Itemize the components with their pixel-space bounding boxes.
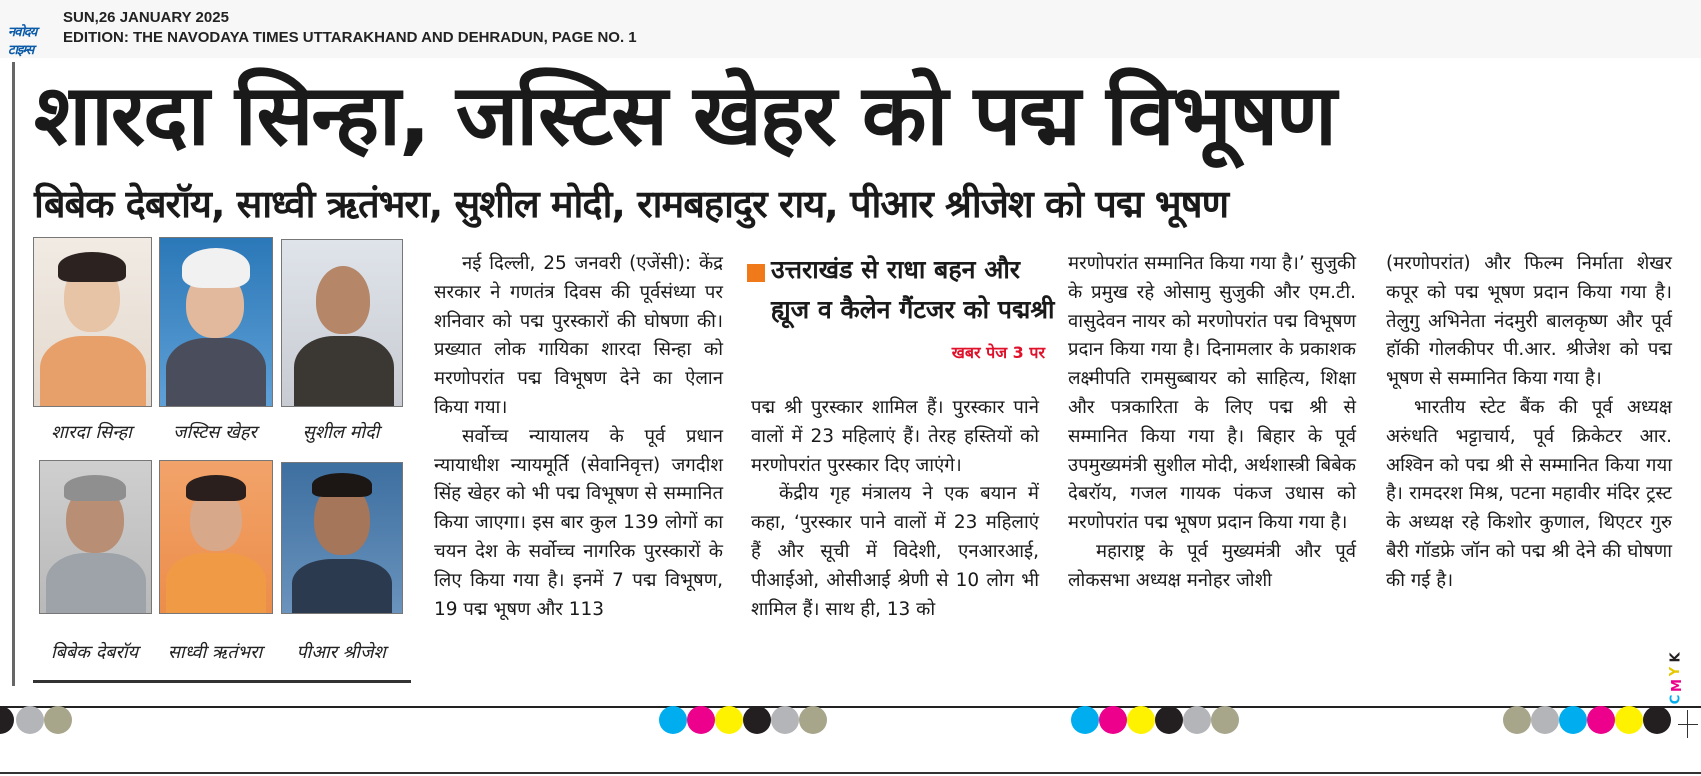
paragraph: नई दिल्ली, 25 जनवरी (एजेंसी): केंद्र सरकार ने गणतंत्र दिवस की पूर्वसंध्या पर शनिवार को पद्म पुरस्कारों की घोषणा की। प्रख्यात लोक गायिका शारदा सिन्हा को मरणोपरांत पद्म विभूषण देने का ऐलान किया गया। — [434, 253, 723, 418]
page-bottom-rule — [0, 706, 1701, 708]
registration-dot — [771, 706, 799, 734]
cmyk-y: Y — [1668, 666, 1684, 677]
cmyk-label — [1668, 650, 1691, 710]
paragraph: पद्म श्री पुरस्कार शामिल हैं। पुरस्कार पाने वालों में 23 महिलाएं हैं। तेरह हस्तियों को मरणोपरांत पुरस्कार दिए जाएंगे। — [751, 397, 1039, 476]
registration-dot — [659, 706, 687, 734]
edition-date: SUN,26 JANUARY 2025 — [63, 9, 229, 26]
related-story-title-line2: ह्यूज व कैलेन गैंटजर को पद्मश्री — [771, 295, 1055, 324]
photo-sharda-sinha — [33, 237, 152, 407]
registration-dot — [1559, 706, 1587, 734]
edition-info: EDITION: THE NAVODAYA TIMES UTTARAKHAND AND DEHRADUN, PAGE NO. 1 — [63, 29, 637, 46]
registration-dot — [715, 706, 743, 734]
registration-dot — [1531, 706, 1559, 734]
cmyk-c: C — [1668, 694, 1684, 705]
photo-sushil-modi — [281, 239, 403, 407]
article-column-4 — [1386, 250, 1672, 596]
registration-dot — [1183, 706, 1211, 734]
crop-mark-icon — [1678, 710, 1698, 738]
registration-dot — [687, 706, 715, 734]
paragraph: भारतीय स्टेट बैंक की पूर्व अध्यक्ष अरुंधति भट्टाचार्य, पूर्व क्रिकेटर आर. अश्विन को पद्म श्री से सम्मानित किया गया है। रामदरश मिश्र, पटना महावीर मंदिर ट्रस्ट के अध्यक्ष रहे किशोर कुणाल, थिएटर गुरु बैरी गॉडफ्रे जॉन को पद्म श्री देने की घोषणा की गई है। — [1386, 396, 1672, 591]
caption-pr-sreejesh: पीआर श्रीजेश — [296, 642, 386, 663]
logo-text: नवोदय टाइम्स — [8, 25, 37, 58]
registration-dot — [1155, 706, 1183, 734]
registration-dot — [1211, 706, 1239, 734]
paragraph: (मरणोपरांत) और फिल्म निर्माता शेखर कपूर को पद्म भूषण प्रदान किया गया है। तेलुगु अभिनेता नंदमुरी बालकृष्ण और पूर्व हॉकी गोलकीपर पी.आर. श्रीजेश को पद्म भूषण से सम्मानित किया गया है। — [1386, 253, 1672, 390]
registration-dot — [743, 706, 771, 734]
page-edge-rule — [0, 772, 1701, 774]
newspaper-logo[interactable] — [8, 22, 52, 58]
related-story-page-ref[interactable]: खबर पेज 3 पर — [951, 343, 1045, 362]
registration-dot — [0, 706, 14, 734]
subheadline: बिबेक देबरॉय, साध्वी ऋतंभरा, सुशील मोदी, रामबहादुर राय, पीआर श्रीजेश को पद्म भूषण — [34, 182, 1229, 226]
caption-bibek-debroy: बिबेक देबरॉय — [50, 642, 139, 663]
article-column-1 — [434, 250, 723, 624]
registration-dot — [1503, 706, 1531, 734]
registration-dot — [1615, 706, 1643, 734]
caption-sushil-modi: सुशील मोदी — [302, 422, 380, 443]
cmyk-k: K — [1668, 652, 1684, 663]
registration-dot — [1099, 706, 1127, 734]
article-column-3 — [1068, 250, 1356, 596]
photo-block-rule — [33, 680, 411, 683]
cmyk-m: M — [1669, 679, 1685, 692]
photo-bibek-debroy — [39, 460, 152, 614]
headline: शारदा सिन्हा, जस्टिस खेहर को पद्म विभूषण — [34, 66, 1335, 164]
paragraph: सर्वोच्च न्यायालय के पूर्व प्रधान न्यायाधीश न्यायमूर्ति (सेवानिवृत्त) जगदीश सिंह खेहर को भी पद्म विभूषण से सम्मानित किया जाएगा। इस बार कुल 139 लोगों का चयन देश के सर्वोच्च नागरिक पुरस्कारों के लिए किया गया है। इनमें 7 पद्म विभूषण, 19 पद्म भूषण और 113 — [434, 425, 723, 620]
registration-dot — [16, 706, 44, 734]
square-bullet-icon — [747, 264, 765, 282]
photo-justice-khehar — [159, 237, 273, 407]
registration-dot — [799, 706, 827, 734]
registration-dot — [1127, 706, 1155, 734]
registration-dot — [1587, 706, 1615, 734]
caption-sadhvi-ritambhara: साध्वी ऋतंभरा — [167, 642, 263, 663]
photo-sadhvi-ritambhara — [159, 460, 273, 614]
caption-justice-khehar: जस्टिस खेहर — [173, 422, 257, 443]
registration-dot — [1071, 706, 1099, 734]
caption-sharda-sinha: शारदा सिन्हा — [51, 422, 132, 443]
related-story-title-line1: उत्तराखंड से राधा बहन और — [771, 255, 1020, 284]
column-rule — [12, 62, 15, 686]
edition-header — [0, 0, 1701, 58]
paragraph: मरणोपरांत सम्मानित किया गया है।’ सुजुकी के प्रमुख रहे ओसामु सुजुकी और एम.टी. वासुदेवन नायर को मरणोपरांत पद्म विभूषण प्रदान किया गया है। दिनामलार के प्रकाशक लक्ष्मीपति रामसुब्बायर को साहित्य, शिक्षा और पत्रकारिता के लिए पद्म श्री से सम्मानित किया गया है। बिहार के पूर्व उपमुख्यमंत्री सुशील मोदी, अर्थशास्त्री बिबेक देबरॉय, गजल गायक पंकज उधास को मरणोपरांत पद्म भूषण प्रदान किया गया है। — [1068, 253, 1356, 534]
paragraph: केंद्रीय गृह मंत्रालय ने एक बयान में कहा, ‘पुरस्कार पाने वालों में 23 महिलाएं हैं और सूची में विदेशी, एनआरआई, पीआईओ, ओसीआई श्रेणी से 10 लोग भी शामिल हैं। साथ ही, 13 को — [751, 483, 1039, 620]
registration-dot — [44, 706, 72, 734]
registration-dot — [1643, 706, 1671, 734]
article-column-2 — [751, 394, 1039, 624]
paragraph: महाराष्ट्र के पूर्व मुख्यमंत्री और पूर्व लोकसभा अध्यक्ष मनोहर जोशी — [1068, 540, 1356, 591]
related-story-box[interactable] — [745, 252, 1055, 370]
photo-pr-sreejesh — [281, 462, 403, 614]
